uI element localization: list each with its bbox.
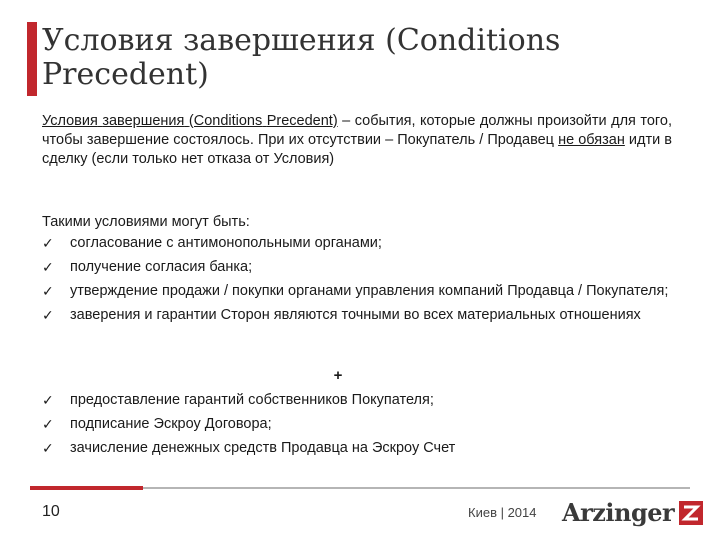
intro-term-3: (Conditions [188, 113, 263, 129]
condition-text: зачисление денежных средств Продавца на Эскроу Счет [70, 440, 456, 456]
intro-not-obliged: не обязан [558, 132, 625, 148]
list-item [42, 415, 672, 434]
page-number: 10 [42, 503, 60, 520]
arzinger-logo [562, 498, 704, 527]
checkmark-icon: ✓ [42, 416, 54, 432]
footer-rule-accent [30, 486, 143, 490]
title-accent-bar [27, 22, 37, 96]
conditions-list-b [42, 391, 672, 463]
list-item [42, 282, 672, 301]
footer-place-year: Киев | 2014 [468, 505, 537, 520]
checkmark-icon: ✓ [42, 235, 54, 251]
intro-text-b: идти в сделку (если только нет отказа от Условия) [42, 132, 673, 167]
list-item [42, 306, 672, 325]
slide-title: Условия завершения (Conditions Precedent) [42, 23, 561, 92]
intro-term-1: Условия [42, 113, 98, 129]
checkmark-icon: ✓ [42, 392, 54, 408]
condition-text: предоставление гарантий собственников Покупателя; [70, 392, 434, 408]
condition-text: утверждение продажи / покупки органами управления компаний Продавца / Покупателя; [70, 283, 669, 299]
list-item [42, 391, 672, 410]
plus-separator: + [333, 367, 343, 384]
condition-text: заверения и гарантии Сторон являются точными во всех материальных отношениях [70, 307, 641, 323]
checkmark-icon: ✓ [42, 307, 54, 323]
intro-text-a: – события, которые должны произойти для того, чтобы завершение состоялось. При их отсутствии – Покупатель / Продавец [42, 113, 672, 148]
list-item [42, 258, 672, 277]
intro-term-4: Precedent) [266, 113, 338, 129]
footer-rule [143, 487, 690, 489]
condition-text: получение согласия банка; [70, 259, 253, 275]
conditions-list-a [42, 234, 672, 330]
condition-text: подписание Эскроу Договора; [70, 416, 272, 432]
arzinger-logo-icon [678, 500, 704, 526]
condition-text: согласование с антимонопольными органами; [70, 235, 382, 251]
checkmark-icon: ✓ [42, 259, 54, 275]
list-item [42, 234, 672, 253]
intro-paragraph [42, 112, 672, 169]
list-item [42, 439, 672, 458]
checkmark-icon: ✓ [42, 440, 54, 456]
intro-term-2: завершения [102, 113, 185, 129]
conditions-lead: Такими условиями могут быть: [42, 214, 250, 230]
checkmark-icon: ✓ [42, 283, 54, 299]
logo-wordmark: Arzinger [562, 498, 675, 527]
